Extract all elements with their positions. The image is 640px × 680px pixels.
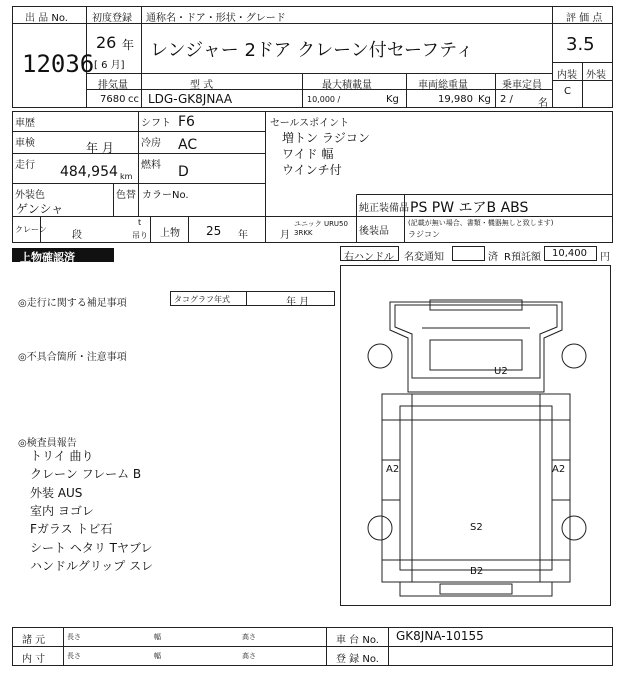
color-change-label: 色替 bbox=[116, 190, 136, 201]
gross-weight-unit: Kg bbox=[478, 94, 491, 105]
aftermarket-label: 後装品 bbox=[359, 226, 389, 237]
recycle-label: R預託額 bbox=[504, 252, 541, 263]
crane-month-unit: 月 bbox=[280, 230, 290, 241]
ac-value: AC bbox=[178, 137, 198, 153]
max-load-value: 10,000 / bbox=[307, 95, 341, 104]
capacity-value: 2 / bbox=[500, 94, 513, 105]
color-value: ゲンシャ bbox=[16, 202, 64, 216]
inspector-note: 室内 ヨゴレ bbox=[30, 504, 94, 518]
first-reg-year: 26 bbox=[96, 33, 117, 52]
first-reg-month: [ 6 月] bbox=[94, 60, 125, 71]
dims-label: 内 寸 bbox=[22, 654, 46, 665]
first-reg-label: 初度登録 bbox=[92, 13, 132, 24]
fuel-label: 燃料 bbox=[141, 160, 161, 171]
inspector-note: シート ヘタリ Tヤブレ bbox=[30, 541, 153, 555]
ac-label: 冷房 bbox=[141, 138, 161, 149]
capacity-label: 乗車定員 bbox=[502, 80, 542, 91]
sales-point: 増トン ラジコン bbox=[282, 131, 370, 145]
crane-year-unit: 年 bbox=[238, 230, 248, 241]
recycle-fee: 10,400 bbox=[552, 248, 587, 259]
crane-stage: 段 bbox=[72, 230, 82, 241]
mileage-unit: km bbox=[120, 172, 133, 181]
crane-model: ユニック URU50 3RKK bbox=[294, 220, 348, 237]
interior-label: 内装 bbox=[557, 70, 577, 81]
lot-label: 出 品 No. bbox=[25, 13, 68, 24]
history-label: 車歴 bbox=[15, 118, 35, 129]
displacement-value: 7680 bbox=[100, 94, 126, 105]
fuel-value: D bbox=[178, 164, 189, 180]
mark-a2-left: A2 bbox=[386, 464, 400, 475]
gross-weight-label: 車両総重量 bbox=[418, 80, 468, 91]
height-label: 高さ bbox=[242, 652, 256, 660]
crane-hang: 吊り bbox=[132, 231, 148, 240]
inspector-report-label: ◎検査員報告 bbox=[18, 438, 77, 449]
max-load-unit: Kg bbox=[386, 94, 399, 105]
crane-year: 25 bbox=[206, 224, 222, 238]
registration-label: 登 録 No. bbox=[336, 654, 379, 665]
chassis-label: 車 台 No. bbox=[336, 635, 379, 646]
exterior-label: 外装 bbox=[586, 70, 606, 81]
name-change-label: 名変通知 bbox=[404, 252, 444, 263]
upper-check-title: 上物確認済 bbox=[20, 251, 75, 264]
mark-s2: S2 bbox=[470, 522, 483, 533]
score-label: 評 価 点 bbox=[566, 13, 603, 24]
driving-notes-label: ◎走行に関する補足事項 bbox=[18, 298, 127, 309]
first-reg-year-unit: 年 bbox=[122, 38, 135, 52]
aftermarket-note: (記載が無い場合、書類・機器無しと致します) bbox=[408, 219, 554, 227]
length-label: 長さ bbox=[67, 633, 81, 641]
mark-b2: B2 bbox=[470, 566, 484, 577]
recycle-prefix: 済 bbox=[488, 252, 498, 263]
crane-t: t bbox=[138, 218, 142, 227]
sales-point: ワイド 幅 bbox=[282, 147, 334, 161]
lot-number: 12036 bbox=[22, 50, 95, 78]
inspector-note: Fガラス トビ石 bbox=[30, 522, 113, 536]
color-label: 外装色 bbox=[15, 190, 45, 201]
interior-score: C bbox=[564, 86, 571, 97]
width-label: 幅 bbox=[154, 633, 161, 641]
inspector-note: トリイ 曲り bbox=[30, 449, 94, 463]
displacement-label: 排気量 bbox=[98, 80, 128, 91]
recycle-unit: 円 bbox=[600, 252, 610, 263]
length-label: 長さ bbox=[67, 652, 81, 660]
options-label: 純正装備品 bbox=[359, 203, 409, 214]
color-no-label: カラーNo. bbox=[142, 190, 189, 201]
options-value: PS PW エアB ABS bbox=[410, 200, 529, 216]
model-label: 型 式 bbox=[190, 80, 214, 91]
right-handle: 右ハンドル bbox=[344, 252, 394, 263]
width-label: 幅 bbox=[154, 652, 161, 660]
mileage-label: 走行 bbox=[15, 160, 35, 171]
tachograph-label: タコグラフ年式 bbox=[174, 295, 230, 304]
crane-top-label: 上物 bbox=[160, 228, 180, 239]
sales-points-label: セールスポイント bbox=[270, 118, 350, 129]
spec-label: 諸 元 bbox=[22, 635, 46, 646]
displacement-unit: cc bbox=[128, 94, 139, 105]
max-load-label: 最大積載量 bbox=[322, 80, 372, 91]
overall-score: 3.5 bbox=[566, 34, 595, 55]
vehicle-name: レンジャー 2ドア クレーン付セーフティ bbox=[150, 40, 474, 61]
shift-label: シフト bbox=[141, 118, 171, 129]
inspection-label: 車検 bbox=[15, 138, 35, 149]
defects-label: ◎不具合箇所・注意事項 bbox=[18, 352, 127, 363]
inspection-value: 年 月 bbox=[86, 141, 114, 155]
vehicle-diagram bbox=[368, 300, 586, 596]
inspector-note: ハンドルグリップ スレ bbox=[30, 559, 154, 573]
tachograph-value: 年 月 bbox=[286, 297, 310, 308]
mileage-value: 484,954 bbox=[60, 164, 118, 180]
shift-value: F6 bbox=[178, 114, 195, 130]
inspector-note: 外装 AUS bbox=[30, 486, 83, 500]
vehicle-name-label: 通称名・ドア・形状・グレード bbox=[146, 13, 286, 24]
chassis-number: GK8JNA-10155 bbox=[396, 629, 484, 643]
mark-u2: U2 bbox=[494, 366, 508, 377]
capacity-unit: 名 bbox=[538, 98, 548, 109]
aftermarket-value: ラジコン bbox=[408, 230, 440, 239]
inspector-note: クレーン フレーム B bbox=[30, 467, 142, 481]
gross-weight-value: 19,980 bbox=[438, 94, 473, 105]
height-label: 高さ bbox=[242, 633, 256, 641]
sales-point: ウインチ付 bbox=[282, 163, 342, 177]
mark-a2-right: A2 bbox=[552, 464, 566, 475]
crane-label: クレーン bbox=[15, 225, 47, 234]
model-value: LDG-GK8JNAA bbox=[148, 92, 233, 106]
